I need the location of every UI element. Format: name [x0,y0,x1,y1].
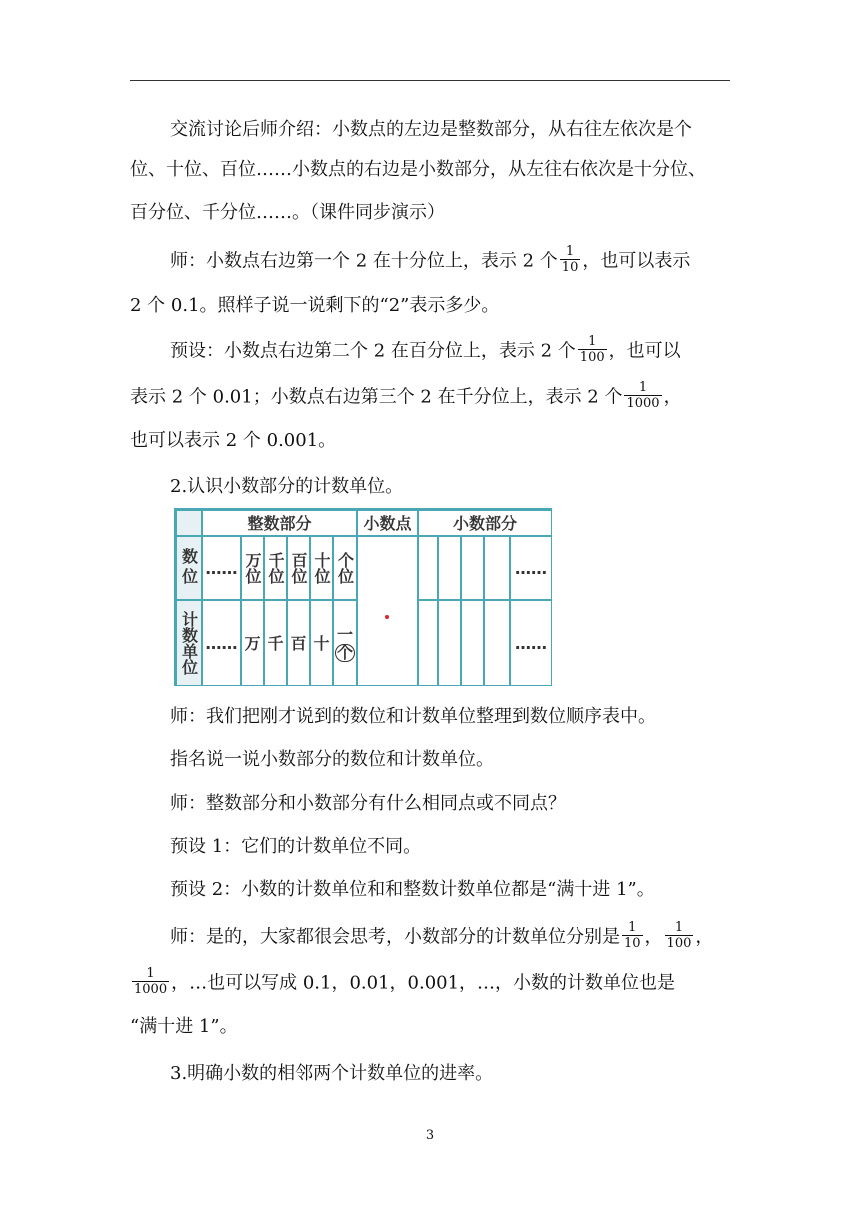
place-wan: 万位 [241,536,264,600]
paragraph-9-comma-1: ， [644,926,663,948]
paragraph-3-text-c: 表示 2 个 0.01；小数点右边第三个 2 在千分位上，表示 2 个 [130,386,623,408]
decimal-place-2 [438,536,461,600]
paragraph-2-text-a: 师：小数点右边第一个 2 在十分位上，表示 2 个 [170,250,558,272]
paragraph-9-line-3: “满十进 1”。 [130,1016,238,1037]
paragraph-9-text-b: ，…也可以写成 0.1，0.01，0.001，…，小数的计数单位也是 [171,972,676,994]
place-ellipsis-left: …… [202,536,241,600]
paragraph-7: 预设 1：它们的计数单位不同。 [170,836,422,857]
place-value-table [174,508,552,686]
paragraph-1-line-3: 百分位、千分位……。（课件同步演示） [130,202,445,223]
decimal-point-cell [357,536,418,686]
paragraph-2-line-2: 2 个 0.1。照样子说一说剩下的“2”表示多少。 [130,295,500,316]
paragraph-2-line-1 [170,246,690,274]
header-rule [130,80,730,81]
paragraph-4: 师：我们把刚才说到的数位和计数单位整理到数位顺序表中。 [170,706,656,727]
unit-yi-ge [333,600,357,686]
paragraph-1-line-2: 位、十位、百位……小数点的右边是小数部分，从左往右依次是十分位、 [130,159,706,180]
decimal-unit-3 [461,600,484,686]
paragraph-2-text-b: ，也可以表示 [582,250,691,272]
fraction-1-1000: $\frac{1}{1000}$ [626,380,660,411]
paragraph-3-line-1 [170,336,681,364]
unit-yi: 一 [336,624,353,644]
place-qian: 千位 [264,536,287,600]
page-number: 3 [425,1128,435,1143]
place-shi: 十位 [310,536,333,600]
fraction-1-1000-b: $\frac{1}{1000}$ [134,966,168,997]
heading-3: 3.明确小数的相邻两个计数单位的进率。 [170,1063,494,1084]
unit-ellipsis-right: …… [510,600,552,686]
unit-shi: 十 [310,600,333,686]
fraction-1-100-b: $\frac{1}{100}$ [666,920,692,951]
paragraph-9-line-2 [130,968,675,996]
unit-ge-circled: 个 [336,642,353,662]
paragraph-3-text-d: ， [663,386,682,408]
paragraph-9-text-a: 师：是的，大家都很会思考，小数部分的计数单位分别是 [170,926,620,948]
heading-2: 2.认识小数部分的计数单位。 [170,476,404,497]
fraction-1-10: $\frac{1}{10}$ [561,244,579,275]
unit-bai: 百 [287,600,310,686]
place-bai: 百位 [287,536,310,600]
paragraph-6: 师：整数部分和小数部分有什么相同点或不同点？ [170,793,566,814]
place-ge: 个位 [333,536,357,600]
fraction-1-10-b: $\frac{1}{10}$ [624,920,641,951]
paragraph-1-line-1: 交流讨论后师介绍：小数点的左边是整数部分，从右往左依次是个 [170,119,692,140]
decimal-unit-2 [438,600,461,686]
decimal-place-1 [418,536,438,600]
decimal-unit-4 [484,600,510,686]
table-corner-cell [176,510,202,536]
unit-ellipsis-left: …… [202,600,241,686]
paragraph-9-comma-2: ， [695,926,714,948]
decimal-place-4 [484,536,510,600]
unit-qian: 千 [264,600,287,686]
header-decimal-point: 小数点 [357,510,418,536]
unit-wan: 万 [241,600,264,686]
decimal-point-dot [385,615,389,619]
decimal-place-3 [461,536,484,600]
paragraph-8: 预设 2：小数的计数单位和和整数计数单位都是“满十进 1”。 [170,879,655,900]
header-integer-part: 整数部分 [202,510,357,536]
decimal-unit-1 [418,600,438,686]
fraction-1-100: $\frac{1}{100}$ [579,334,605,365]
place-ellipsis-right: …… [510,536,552,600]
row-label-unit: 计数单位 [176,600,202,686]
paragraph-3-text-b: ，也可以 [608,340,681,362]
paragraph-9-line-1 [170,922,713,950]
header-decimal-part: 小数部分 [418,510,552,536]
paragraph-3-line-3: 也可以表示 2 个 0.001。 [130,430,337,451]
paragraph-3-line-2 [130,382,682,410]
row-label-place: 数位 [176,536,202,600]
paragraph-5: 指名说一说小数部分的数位和计数单位。 [170,749,494,770]
paragraph-3-text-a: 预设：小数点右边第二个 2 在百分位上，表示 2 个 [170,340,576,362]
